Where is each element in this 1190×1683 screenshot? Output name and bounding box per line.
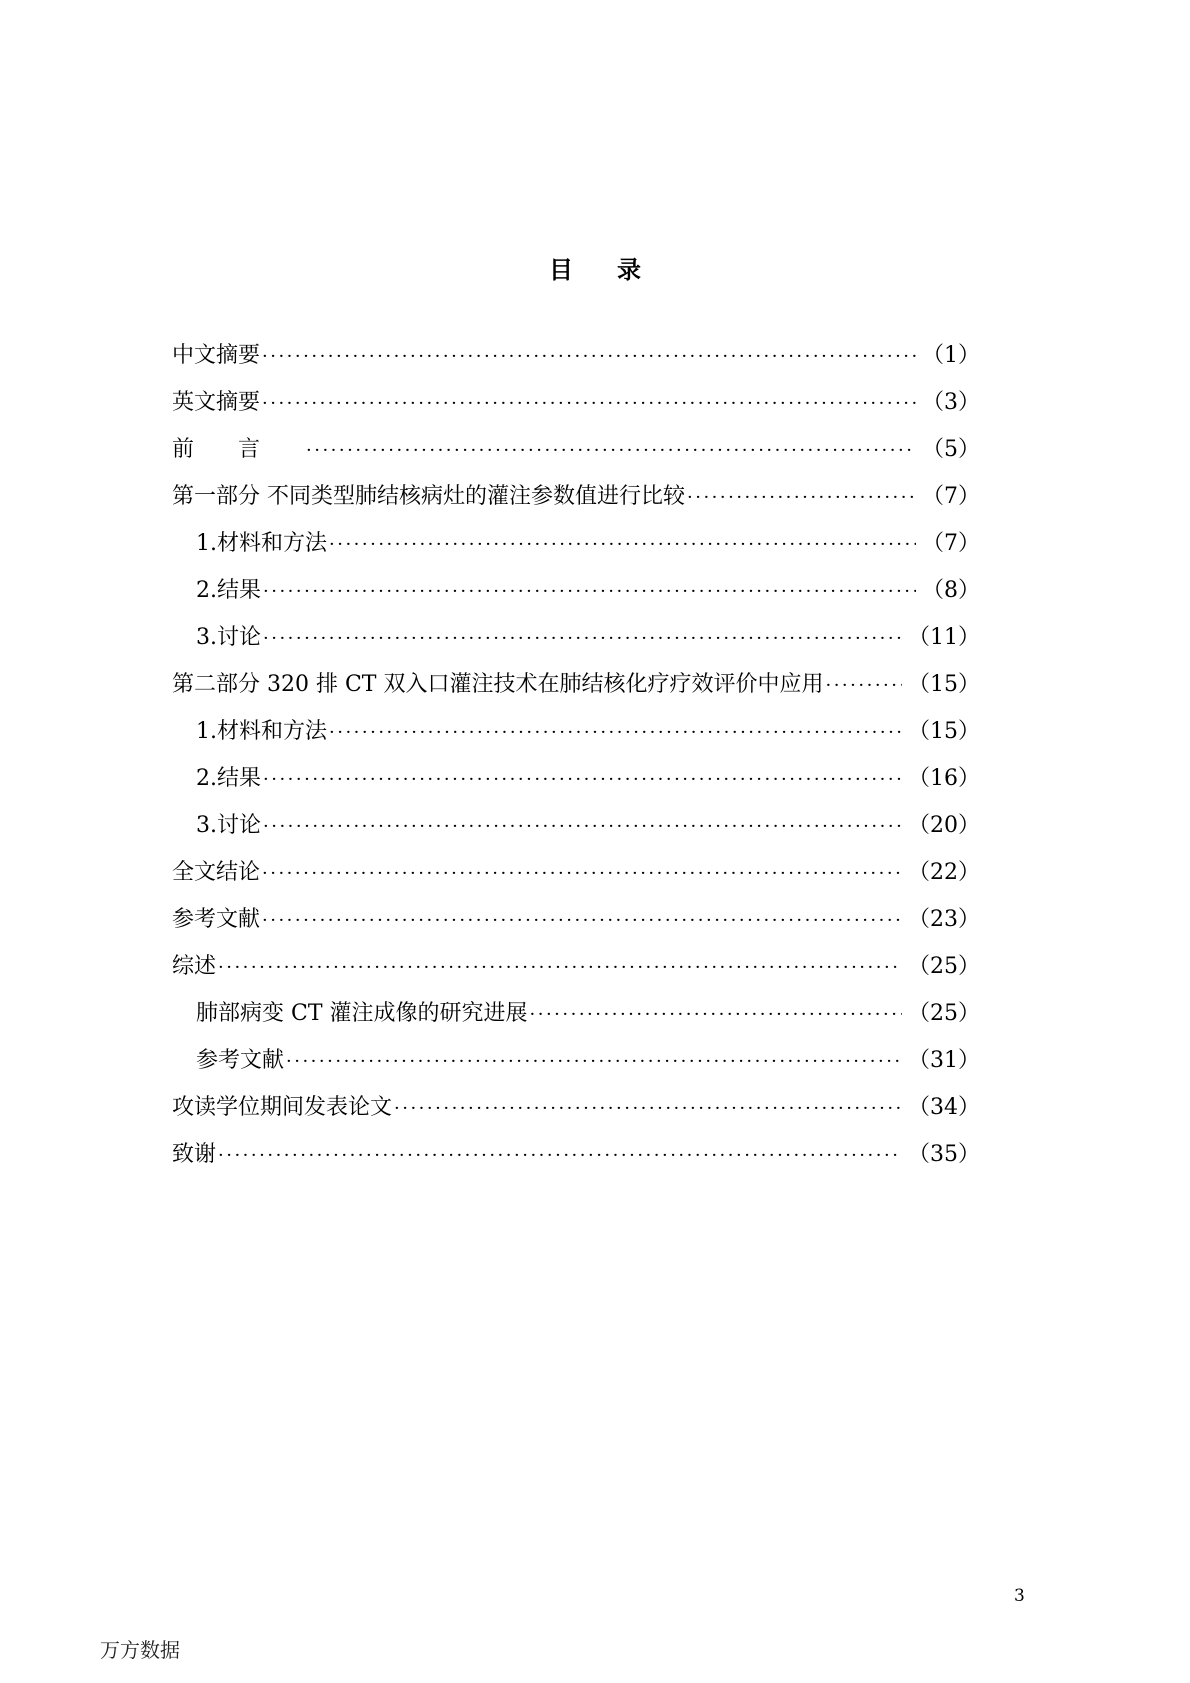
- toc-entry-label: 肺部病变 CT 灌注成像的研究进展: [196, 1001, 528, 1026]
- toc-leader-dots: [263, 624, 902, 654]
- toc-entry-page: （34）: [908, 1095, 980, 1120]
- toc-entry[interactable]: [172, 1093, 980, 1140]
- toc-leader-dots: [286, 1047, 902, 1077]
- toc-entry[interactable]: [172, 341, 980, 388]
- toc-entry-label: 1.材料和方法: [196, 719, 327, 744]
- toc-leader-dots: [262, 389, 916, 419]
- toc-leader-dots: [263, 812, 902, 842]
- toc-entry-page: （35）: [908, 1142, 980, 1167]
- toc-entry-page: （3）: [922, 390, 980, 415]
- toc-leader-dots: [263, 765, 902, 795]
- toc-entry-page: （16）: [908, 766, 980, 791]
- toc-leader-dots: [218, 1141, 902, 1171]
- toc-leader-dots: [263, 577, 916, 607]
- toc-leader-dots: [530, 1000, 903, 1030]
- toc-entry[interactable]: [172, 576, 980, 623]
- toc-entry-label: 第一部分 不同类型肺结核病灶的灌注参数值进行比较: [172, 484, 685, 509]
- toc-entry[interactable]: [172, 1140, 980, 1187]
- toc-entry-page: （7）: [922, 531, 980, 556]
- toc-leader-dots: [329, 530, 916, 560]
- toc-entry-page: （15）: [908, 672, 980, 697]
- toc-entry-page: （8）: [922, 578, 980, 603]
- toc-entry-page: （31）: [908, 1048, 980, 1073]
- toc-leader-dots: [218, 953, 902, 983]
- toc-leader-dots: [394, 1094, 902, 1124]
- toc-entry-page: （5）: [922, 437, 980, 462]
- toc-entry[interactable]: [172, 670, 980, 717]
- toc-entry[interactable]: [172, 435, 980, 482]
- toc-entry[interactable]: [172, 623, 980, 670]
- toc-entry-label: 2.结果: [196, 578, 261, 603]
- toc-entry-label: 参考文献: [196, 1048, 285, 1073]
- toc-entry[interactable]: [172, 811, 980, 858]
- toc-entry-page: （1）: [922, 343, 980, 368]
- toc-leader-dots: [687, 483, 916, 513]
- toc-entry[interactable]: [172, 905, 980, 952]
- toc-entry[interactable]: [172, 482, 980, 529]
- page-title: 目录: [549, 256, 685, 284]
- toc-entry[interactable]: [172, 764, 980, 811]
- toc-leader-dots: [306, 436, 916, 466]
- toc-leader-dots: [262, 342, 916, 372]
- toc-entry-page: （20）: [908, 813, 980, 838]
- toc-entry-label: 1.材料和方法: [196, 531, 327, 556]
- toc-entry-page: （25）: [908, 1001, 980, 1026]
- toc-entry-label: 英文摘要: [172, 390, 261, 415]
- toc-entry-page: （7）: [922, 484, 980, 509]
- toc-entry-label: 2.结果: [196, 766, 261, 791]
- toc-leader-dots: [329, 718, 902, 748]
- toc-entry[interactable]: [172, 858, 980, 905]
- toc-entry[interactable]: [172, 529, 980, 576]
- toc-entry-label: 全文结论: [172, 860, 261, 885]
- toc-entry-page: （23）: [908, 907, 980, 932]
- toc-leader-dots: [825, 671, 902, 701]
- toc-entry-label: 3.讨论: [196, 625, 261, 650]
- toc-entry-label: 前言: [172, 437, 305, 462]
- toc-entry-label: 中文摘要: [172, 343, 261, 368]
- toc-entry-label: 第二部分 320 排 CT 双入口灌注技术在肺结核化疗疗效评价中应用: [172, 672, 824, 697]
- toc-entry[interactable]: [172, 388, 980, 435]
- watermark: 万方数据: [100, 1638, 180, 1662]
- toc-entry-label: 参考文献: [172, 907, 261, 932]
- table-of-contents: [172, 341, 980, 1187]
- toc-entry-page: （15）: [908, 719, 980, 744]
- toc-entry-page: （22）: [908, 860, 980, 885]
- toc-entry[interactable]: [172, 952, 980, 999]
- toc-entry-label: 攻读学位期间发表论文: [172, 1095, 393, 1120]
- toc-entry-label: 致谢: [172, 1142, 217, 1167]
- toc-entry-label: 综述: [172, 954, 217, 979]
- toc-leader-dots: [262, 859, 902, 889]
- page-number: 3: [1014, 1586, 1025, 1606]
- toc-entry-label: 3.讨论: [196, 813, 261, 838]
- toc-leader-dots: [262, 906, 902, 936]
- toc-entry-page: （25）: [908, 954, 980, 979]
- toc-entry[interactable]: [172, 999, 980, 1046]
- toc-entry[interactable]: [172, 1046, 980, 1093]
- toc-entry[interactable]: [172, 717, 980, 764]
- toc-entry-page: （11）: [908, 625, 980, 650]
